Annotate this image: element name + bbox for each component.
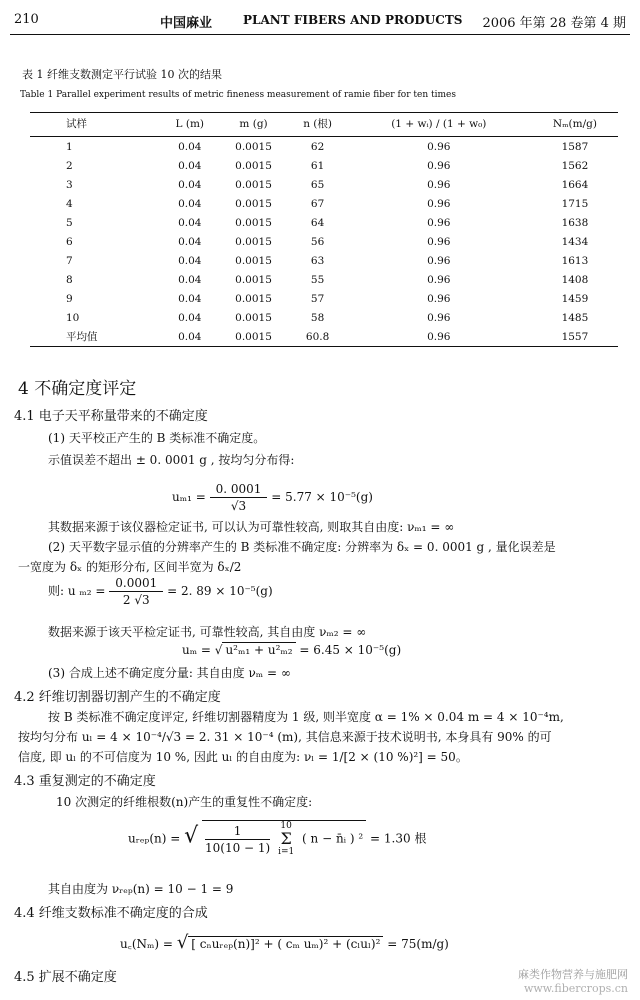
paragraph: 按均匀分布 uₗ = 4 × 10⁻⁴/√3 = 2. 31 × 10⁻⁴ (m), 其信息来源于技术说明书, 本身具有 90% 的可 [18, 730, 552, 744]
sum-symbol: Σ [280, 829, 292, 848]
table-cell: 0.04 [178, 140, 202, 153]
table-cell: 0.0015 [235, 178, 272, 191]
section-4-3-title: 4.3 重复测定的不确定度 [14, 774, 156, 789]
eq-fraction [210, 482, 268, 513]
eq-radicand: [ cₙuᵣₑₚ(n)]² + ( cₘ uₘ)² + (cₗuₗ)² [188, 936, 383, 951]
table-caption-cn: 表 1 纤维支数测定平行试验 10 次的结果 [22, 68, 222, 81]
table-cell: 8 [66, 273, 73, 286]
header-cell: 试样 [30, 113, 162, 137]
paragraph: 其自由度为 νᵣₑₚ(n) = 10 − 1 = 9 [48, 882, 234, 896]
table-row [30, 308, 618, 327]
table-cell: 0.04 [162, 327, 218, 347]
table-cell: 0.96 [427, 292, 451, 305]
eq-fraction [109, 576, 163, 607]
table-cell: 0.0015 [235, 254, 272, 267]
journal-name-en: PLANT FIBERS AND PRODUCTS [243, 13, 463, 27]
table-cell: 0.0015 [235, 197, 272, 210]
table-cell: 1485 [561, 311, 589, 324]
eq-numerator: 0. 0001 [210, 482, 268, 498]
table-header-row [30, 113, 618, 137]
table-cell: 5 [66, 216, 73, 229]
table-cell: 0.04 [178, 254, 202, 267]
sqrt-symbol: √ [176, 932, 189, 953]
page-number: 210 [14, 12, 39, 27]
paragraph: (2) 天平数字显示值的分辨率产生的 B 类标准不确定度: 分辨率为 δₓ = 0. 0001 g , 量化误差是 [48, 540, 556, 554]
table-cell: 1587 [561, 140, 589, 153]
eq-rhs: = 6.45 × 10⁻⁵(g) [299, 643, 402, 657]
table-cell: 67 [310, 197, 325, 210]
header-rule [10, 34, 630, 35]
paragraph: 按 B 类标准不确定度评定, 纤维切割器精度为 1 级, 则半宽度 α = 1% × 0.04 m = 4 × 10⁻⁴m, [48, 710, 564, 724]
paragraph: (1) 天平校正产生的 B 类标准不确定度。 [48, 431, 266, 445]
table-cell: 0.04 [178, 273, 202, 286]
table-cell: 65 [310, 178, 325, 191]
eq-lhs: uₘ₁ = [172, 490, 206, 504]
table-cell: 平均值 [30, 327, 162, 347]
table-cell: 0.0015 [235, 273, 272, 286]
table-cell: 3 [66, 178, 73, 191]
table-cell: 1664 [561, 178, 589, 191]
eq-rhs: = 2. 89 × 10⁻⁵(g) [167, 584, 273, 598]
table-cell: 61 [310, 159, 325, 172]
equation-1 [172, 482, 373, 513]
table-cell: 56 [310, 235, 325, 248]
sqrt-symbol: √ [214, 643, 223, 657]
table-cell: 9 [66, 292, 73, 305]
table-cell: 60.8 [289, 327, 345, 347]
table-cell: 1638 [561, 216, 589, 229]
table-cell: 62 [310, 140, 325, 153]
table-row [30, 232, 618, 251]
issue-info: 2006 年第 28 卷第 4 期 [482, 16, 626, 31]
paragraph: 其数据来源于该仪器检定证书, 可以认为可靠性较高, 则取其自由度: νₘ₁ = ∞ [48, 520, 455, 534]
table-row [30, 251, 618, 270]
table-cell: 0.0015 [235, 159, 272, 172]
table-cell: 0.04 [178, 197, 202, 210]
table-row [30, 156, 618, 175]
table-cell: 0.96 [427, 235, 451, 248]
header-cell: n (根) [289, 113, 345, 137]
equation-4 [128, 820, 426, 857]
table-row [30, 194, 618, 213]
table-cell: 1557 [532, 327, 618, 347]
table-cell: 0.04 [178, 178, 202, 191]
eq-numerator: 0.0001 [109, 576, 163, 592]
table-cell: 1613 [561, 254, 589, 267]
equation-3 [182, 642, 401, 657]
table-cell: 0.0015 [235, 235, 272, 248]
table-row [30, 270, 618, 289]
paragraph: 信度, 即 uₗ 的不可信度为 10 %, 因此 uₗ 的自由度为: νₗ = 1/[2 × (10 %)²] = 50。 [18, 750, 468, 764]
table-cell: 0.96 [346, 327, 532, 347]
table-cell: 0.96 [427, 178, 451, 191]
eq-lhs: uᵣₑₚ(n) = [128, 831, 181, 846]
table-cell: 0.04 [178, 216, 202, 229]
table-cell: 55 [310, 273, 325, 286]
eq-lhs: 则: u ₘ₂ = [48, 584, 106, 598]
eq-rhs: = 75(m/g) [387, 937, 449, 951]
sum-lower: i=1 [278, 847, 295, 857]
table-cell: 0.0015 [235, 140, 272, 153]
table-cell: 0.96 [427, 216, 451, 229]
table-cell: 0.0015 [235, 292, 272, 305]
table-cell: 0.04 [178, 159, 202, 172]
eq-denominator: 10(10 − 1) [205, 840, 271, 855]
table-caption-en: Table 1 Parallel experiment results of metric fineness measurement of ramie fiber for ten times [20, 90, 456, 100]
eq-rhs: = 5.77 × 10⁻⁵(g) [271, 490, 373, 504]
eq-term: ( n − n̄ᵢ ) ² [302, 831, 364, 846]
table-cell: 0.04 [178, 235, 202, 248]
header-cell: L (m) [162, 113, 218, 137]
table-cell: 1459 [561, 292, 589, 305]
paragraph: (3) 合成上述不确定度分量: 其自由度 νₘ = ∞ [48, 666, 291, 680]
table-cell: 0.96 [427, 311, 451, 324]
table-cell: 2 [66, 159, 73, 172]
eq-radicand: u²ₘ₁ + u²ₘ₂ [222, 642, 295, 657]
table-cell: 0.96 [427, 197, 451, 210]
table-row [30, 175, 618, 194]
equation-5 [120, 932, 449, 953]
section-4-1-title: 4.1 电子天平称量带来的不确定度 [14, 409, 208, 424]
watermark-en: www.fibercrops.cn [523, 982, 628, 995]
table-cell: 0.0015 [235, 216, 272, 229]
section-4-5-title: 4.5 扩展不确定度 [14, 970, 117, 985]
journal-name-cn: 中国麻业 [160, 16, 213, 31]
eq-rhs: = 1.30 根 [370, 831, 427, 846]
section-4-title: 4 不确定度评定 [18, 379, 137, 399]
table-cell: 1408 [561, 273, 589, 286]
table-cell: 0.0015 [218, 327, 290, 347]
table-cell: 1715 [561, 197, 589, 210]
header-cell: (1 + wᵢ) / (1 + w₀) [346, 113, 532, 137]
watermark-cn: 麻类作物营养与施肥网 [518, 968, 628, 981]
table-cell: 7 [66, 254, 73, 267]
eq-numerator: 1 [205, 824, 270, 840]
table-cell: 64 [310, 216, 325, 229]
table-row [30, 327, 618, 347]
equation-2 [48, 576, 273, 607]
table-cell: 4 [66, 197, 73, 210]
table-row [30, 137, 618, 157]
eq-denominator: 2 √3 [122, 593, 150, 607]
eq-denominator: √3 [230, 499, 247, 513]
eq-fraction [205, 824, 270, 855]
table-cell: 58 [310, 311, 325, 324]
eq-lhs: uₘ = [182, 643, 211, 657]
table-cell: 57 [310, 292, 325, 305]
section-4-2-title: 4.2 纤维切割器切割产生的不确定度 [14, 690, 221, 705]
table-cell: 1 [66, 140, 73, 153]
sqrt-symbol: √ [184, 823, 199, 849]
results-table [30, 112, 618, 347]
table-cell: 0.04 [178, 292, 202, 305]
table-cell: 6 [66, 235, 73, 248]
table-cell: 0.96 [427, 159, 451, 172]
paragraph: 一宽度为 δₓ 的矩形分布, 区间半宽为 δₓ/2 [18, 560, 242, 574]
paragraph: 数据来源于该天平检定证书, 可靠性较高, 其自由度 νₘ₂ = ∞ [48, 625, 367, 639]
eq-radicand [202, 820, 366, 857]
table-cell: 0.04 [178, 311, 202, 324]
table-cell: 0.96 [427, 140, 451, 153]
eq-summation [278, 821, 294, 857]
table-row [30, 289, 618, 308]
table-cell: 1434 [561, 235, 589, 248]
table-cell: 0.96 [427, 254, 451, 267]
sum-upper: 10 [280, 821, 292, 831]
table-row [30, 213, 618, 232]
header-cell: m (g) [218, 113, 290, 137]
paragraph: 示值误差不超出 ± 0. 0001 g , 按均匀分布得: [48, 453, 295, 467]
table-cell: 63 [310, 254, 325, 267]
table-cell: 10 [66, 311, 80, 324]
header-cell: Nₘ(m/g) [532, 113, 618, 137]
paragraph: 10 次测定的纤维根数(n)产生的重复性不确定度: [56, 795, 313, 809]
table-cell: 0.96 [427, 273, 451, 286]
table-cell: 1562 [561, 159, 589, 172]
table-cell: 0.0015 [235, 311, 272, 324]
eq-lhs: u꜀(Nₘ) = [120, 937, 173, 951]
section-4-4-title: 4.4 纤维支数标准不确定度的合成 [14, 906, 208, 921]
